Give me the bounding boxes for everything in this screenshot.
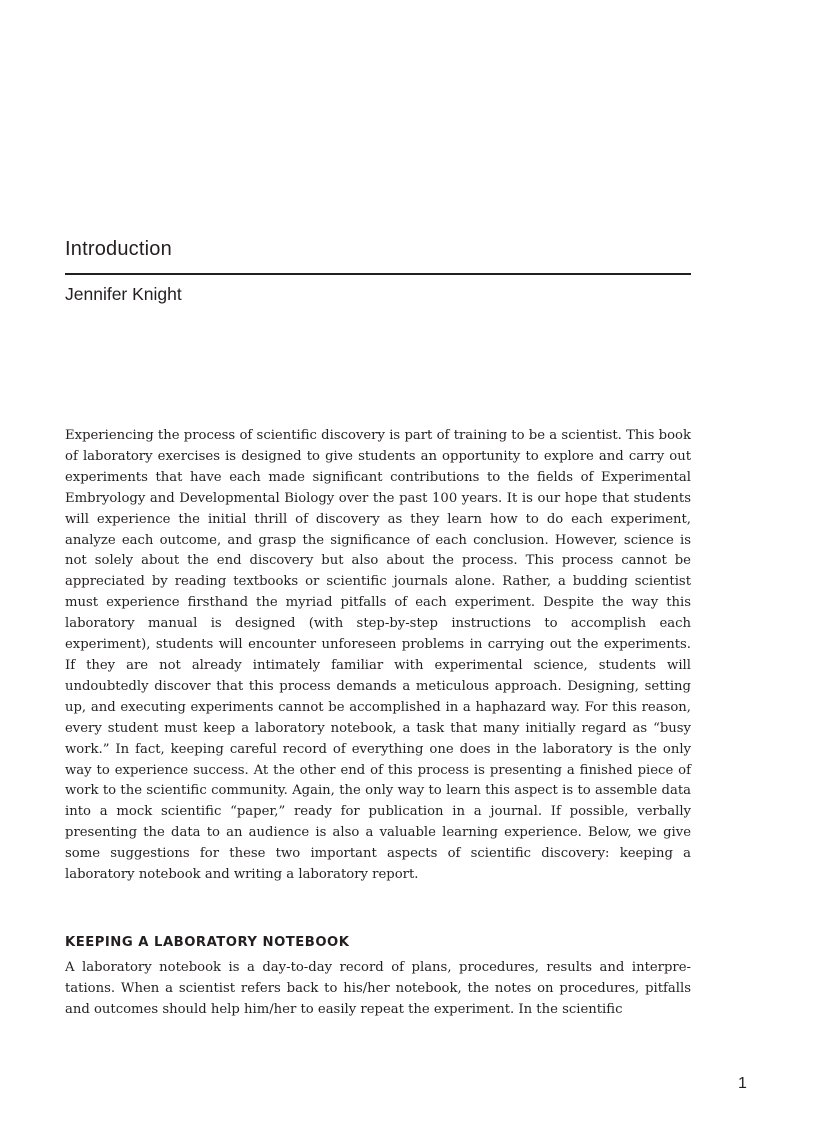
title-divider <box>65 273 691 275</box>
page-number: 1 <box>738 1075 747 1092</box>
section-heading: KEEPING A LABORATORY NOTEBOOK <box>65 935 350 950</box>
chapter-author: Jennifer Knight <box>65 284 182 304</box>
intro-paragraph: Experiencing the process of scientific discovery is part of training to be a scientist. This book of laboratory exercises is designed to give students an opportunity to explore and carry out experiments that have each made significant contributions to the fields of Experimental Embryology and Developmental Biology over the past 100 years. It is our hope that students will experience the initial thrill of discovery as they learn how to do each experiment, analyze each outcome, and grasp the significance of each conclusion. However, science is not solely about the end discovery but also about the process. This process cannot be appreciated by reading textbooks or scientific journals alone. Rather, a budding scientist must experience firsthand the myriad pitfalls of each experiment. Despite the way this laboratory manual is designed (with step-by-step instructions to accomplish each experiment), students will encounter unforeseen problems in carrying out the experiments. If they are not already intimately familiar with experimental science, students will undoubtedly discover that this process demands a meticulous approach. Designing, setting up, and executing experiments cannot be accomplished in a haphazard way. For this reason, every student must keep a laboratory notebook, a task that many initially regard as “busy work.” In fact, keeping careful record of everything one does in the laboratory is the only way to experience success. At the other end of this process is presenting a finished piece of work to the scientific community. Again, the only way to learn this aspect is to assemble data into a mock scientific “paper,” ready for publication in a journal. If possible, verbally presenting the data to an audience is also a valuable learning experience. Below, we give some suggestions for these two important aspects of scientific discovery: keeping a laboratory notebook and writing a laboratory report. <box>65 428 691 883</box>
chapter-title: Introduction <box>65 238 172 260</box>
notebook-paragraph: A laboratory notebook is a day-to-day record of plans, procedures, results and interpretations. When a scientist refers back to his/her notebook, the notes on procedures, pitfalls and outcomes should help him/her to easily repeat the experiment. In the scientific <box>65 960 691 1017</box>
